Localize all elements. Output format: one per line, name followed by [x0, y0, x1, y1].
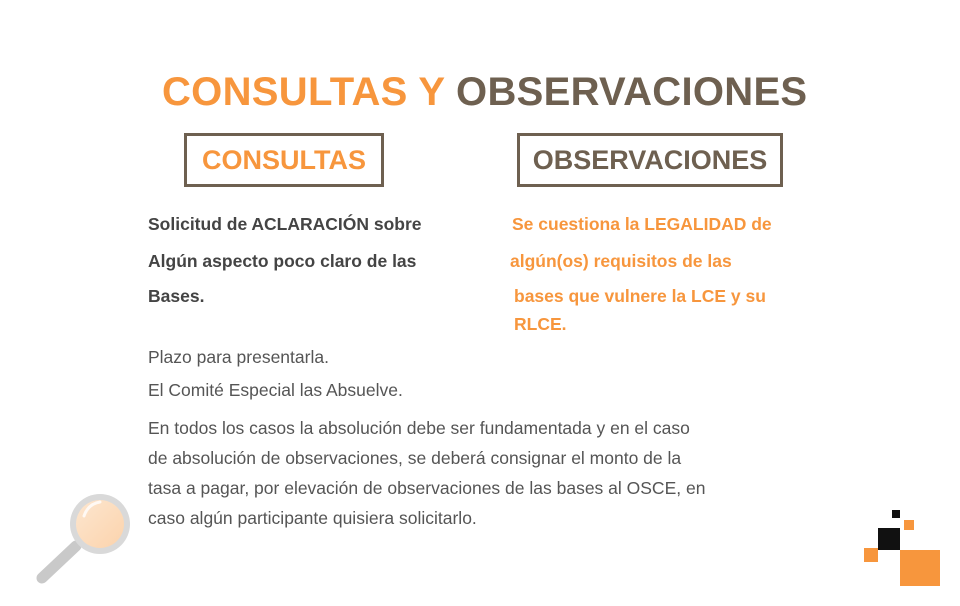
observaciones-line-3: bases que vulnere la LCE y su	[514, 286, 766, 306]
paragraph-line-2: de absolución de observaciones, se deberá consignar el monto de la	[148, 448, 682, 468]
observaciones-box: OBSERVACIONES	[517, 133, 783, 187]
title-part-observaciones: OBSERVACIONES	[456, 70, 808, 114]
paragraph-line-1: En todos los casos la absolución debe ser fundamentada y en el caso	[148, 418, 690, 438]
magnifying-glass-icon	[30, 490, 150, 590]
paragraph-line-4: caso algún participante quisiera solicitarlo.	[148, 508, 477, 528]
consultas-line-3: Bases.	[148, 286, 205, 306]
consultas-line-2: Algún aspecto poco claro de las	[148, 251, 417, 271]
observaciones-line-4: RLCE.	[514, 314, 567, 334]
squares-logo-icon	[860, 508, 940, 588]
absolution-paragraph	[148, 413, 838, 533]
consultas-line-1: Solicitud de ACLARACIÓN sobre	[148, 214, 422, 234]
paragraph-line-3: tasa a pagar, por elevación de observaciones de las bases al OSCE, en	[148, 478, 706, 498]
observaciones-line-1: Se cuestiona la LEGALIDAD de	[512, 214, 772, 234]
slide-title	[162, 70, 807, 115]
title-part-consultas: CONSULTAS Y	[162, 70, 445, 114]
observaciones-line-2: algún(os) requisitos de las	[510, 251, 732, 271]
plazo-text: Plazo para presentarla.	[148, 347, 329, 367]
consultas-box: CONSULTAS	[184, 133, 384, 187]
comite-text: El Comité Especial las Absuelve.	[148, 380, 403, 400]
